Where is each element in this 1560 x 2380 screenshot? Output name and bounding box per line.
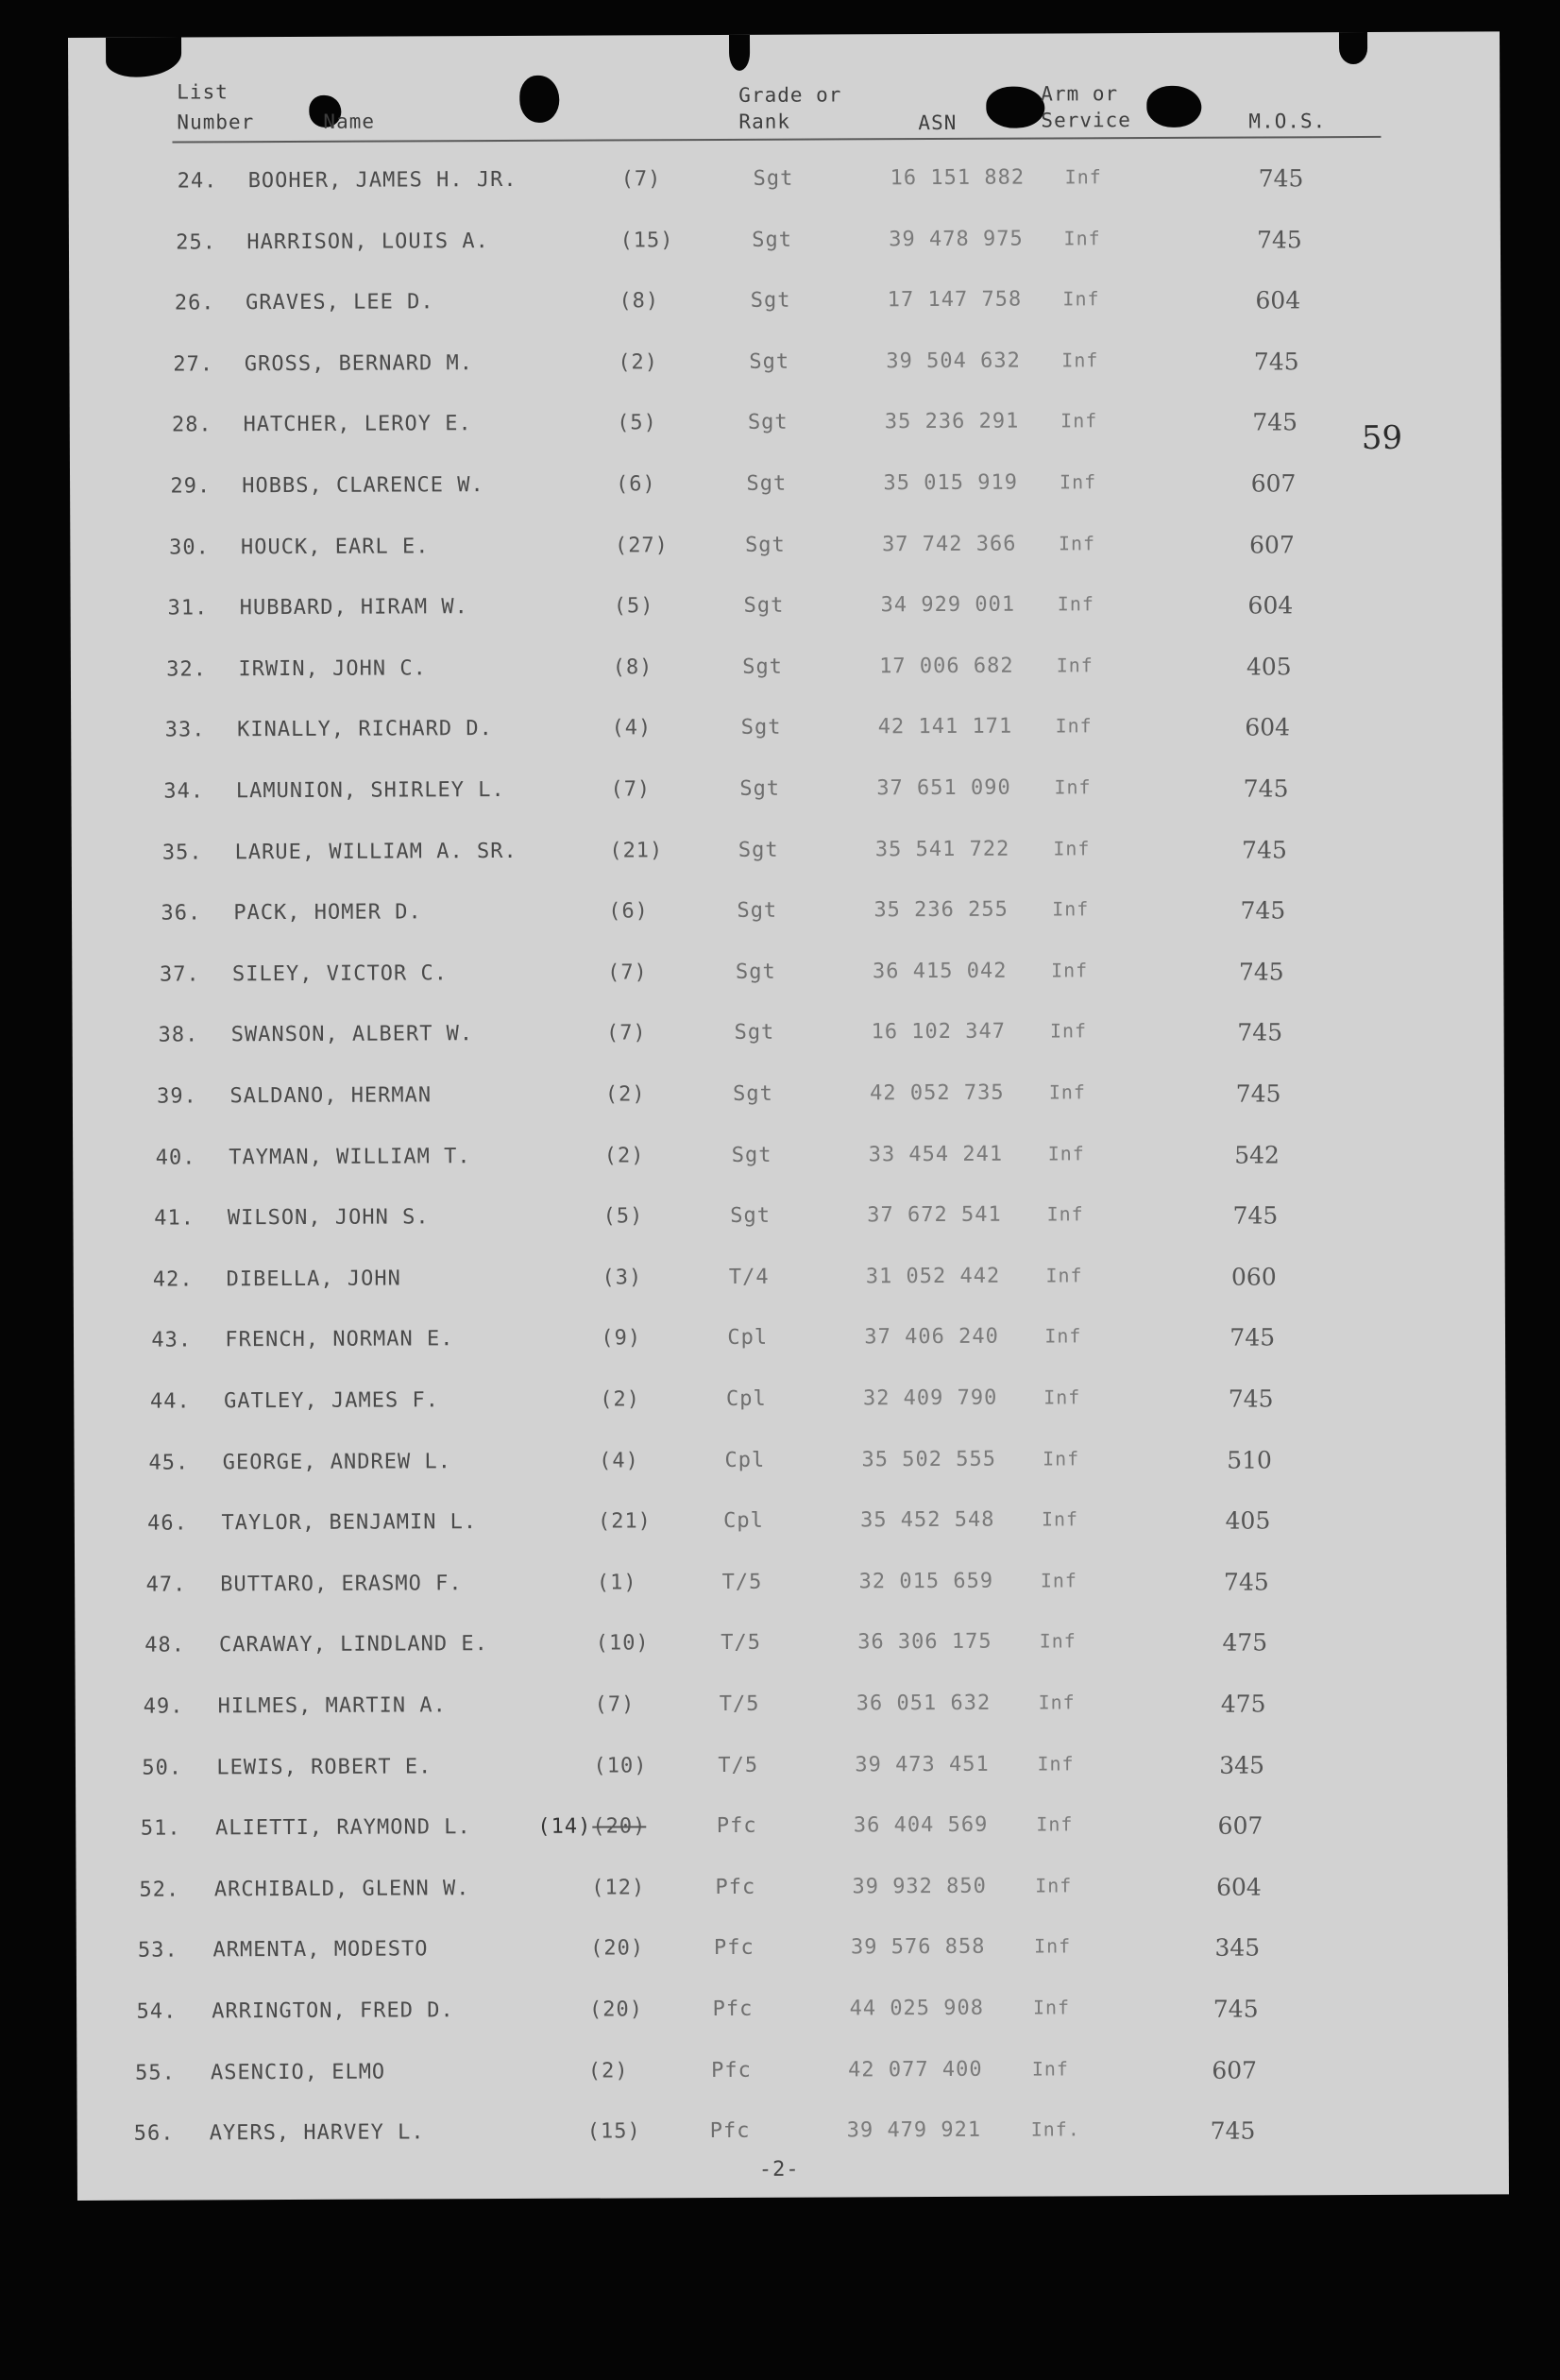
row-rank: (12) bbox=[591, 1876, 646, 1900]
row-svc: Inf bbox=[1039, 1629, 1077, 1653]
row-mos: 745 bbox=[1235, 1080, 1281, 1108]
header-arm-line2: Service bbox=[1041, 109, 1131, 132]
row-svc: Inf bbox=[1057, 592, 1094, 616]
row-grade: Pfc bbox=[709, 2119, 751, 2144]
row-grade: T/5 bbox=[718, 1753, 759, 1777]
row-mos: 745 bbox=[1257, 225, 1302, 254]
row-rank: (5) bbox=[602, 1204, 644, 1229]
row-grade: Sgt bbox=[738, 838, 779, 862]
document-page bbox=[68, 31, 1509, 2201]
row-num: 54. bbox=[136, 1999, 178, 2024]
row-asn: 37 651 090 bbox=[876, 775, 1011, 801]
row-grade: Pfc bbox=[713, 1936, 755, 1961]
row-asn: 35 452 548 bbox=[859, 1507, 995, 1533]
row-grade: T/5 bbox=[721, 1570, 763, 1594]
row-name: BOOHER, JAMES H. JR. bbox=[247, 167, 517, 194]
row-grade: Sgt bbox=[731, 1143, 772, 1167]
row-rank: (7) bbox=[610, 777, 652, 802]
row-name: SALDANO, HERMAN bbox=[229, 1083, 432, 1109]
row-svc: Inf bbox=[1038, 1691, 1076, 1714]
row-svc: Inf bbox=[1048, 1080, 1086, 1104]
row-mos: 604 bbox=[1247, 591, 1294, 620]
row-asn: 16 102 347 bbox=[871, 1020, 1007, 1045]
row-mos: 345 bbox=[1219, 1751, 1265, 1779]
row-svc: Inf bbox=[1062, 287, 1100, 311]
row-num: 43. bbox=[151, 1328, 193, 1353]
row-mos: 745 bbox=[1242, 835, 1287, 864]
row-rank: (2) bbox=[600, 1387, 640, 1412]
row-name: TAYLOR, BENJAMIN L. bbox=[221, 1510, 478, 1536]
ink-blot-header-name bbox=[519, 76, 559, 123]
row-num: 25. bbox=[176, 230, 217, 255]
page-footer: -2- bbox=[758, 2157, 800, 2182]
row-asn: 32 409 790 bbox=[862, 1386, 998, 1411]
row-grade: Sgt bbox=[749, 349, 790, 374]
row-mos: 607 bbox=[1212, 2056, 1258, 2084]
row-grade: Sgt bbox=[752, 228, 793, 252]
row-asn: 35 541 722 bbox=[874, 837, 1010, 861]
row-name: HOBBS, CLARENCE W. bbox=[242, 473, 484, 499]
row-grade: Sgt bbox=[740, 716, 782, 740]
row-grade: Cpl bbox=[724, 1448, 766, 1472]
row-rank-correction: (14) bbox=[537, 1814, 592, 1840]
header-grade-line1: Grade or bbox=[738, 83, 842, 107]
row-name: SWANSON, ALBERT W. bbox=[230, 1022, 474, 1047]
row-svc: Inf bbox=[1050, 959, 1089, 982]
row-rank: (8) bbox=[619, 289, 660, 314]
row-mos: 745 bbox=[1238, 958, 1284, 986]
row-mos: 745 bbox=[1229, 1323, 1276, 1352]
header-arm-line1: Arm or bbox=[1041, 82, 1119, 106]
row-grade: Sgt bbox=[753, 166, 794, 191]
row-num: 31. bbox=[167, 596, 209, 620]
row-mos: 060 bbox=[1230, 1263, 1277, 1291]
row-grade: Sgt bbox=[746, 471, 788, 496]
row-asn: 39 504 632 bbox=[886, 348, 1021, 374]
row-grade: Sgt bbox=[747, 411, 788, 435]
row-name: ALIETTI, RAYMOND L. bbox=[215, 1815, 471, 1841]
row-mos: 745 bbox=[1232, 1201, 1279, 1230]
row-grade: Sgt bbox=[739, 776, 781, 801]
row-svc: Inf bbox=[1044, 1324, 1082, 1348]
row-rank: (2) bbox=[604, 1082, 646, 1107]
row-name: ARCHIBALD, GLENN W. bbox=[213, 1876, 470, 1902]
row-name: SILEY, VICTOR C. bbox=[231, 961, 448, 987]
row-mos: 745 bbox=[1212, 1995, 1259, 2023]
row-num: 33. bbox=[164, 718, 206, 742]
row-mos: 542 bbox=[1234, 1141, 1280, 1169]
row-rank: (10) bbox=[595, 1631, 650, 1656]
row-asn: 39 473 451 bbox=[855, 1752, 990, 1776]
row-svc: Inf bbox=[1049, 1019, 1088, 1043]
row-svc: Inf bbox=[1054, 775, 1092, 799]
row-grade: T/5 bbox=[721, 1631, 761, 1656]
row-svc: Inf bbox=[1052, 897, 1090, 921]
row-num: 29. bbox=[170, 474, 212, 499]
row-svc: Inf bbox=[1033, 1934, 1072, 1958]
row-rank: (2) bbox=[603, 1143, 645, 1168]
row-grade: Cpl bbox=[725, 1386, 767, 1411]
row-mos: 745 bbox=[1253, 348, 1299, 376]
ink-blot-top-right bbox=[1339, 32, 1367, 64]
row-name: WILSON, JOHN S. bbox=[227, 1205, 430, 1231]
row-asn: 35 236 255 bbox=[873, 897, 1009, 923]
row-rank: (5) bbox=[617, 411, 657, 435]
row-grade: T/4 bbox=[728, 1265, 770, 1289]
row-rank: (7) bbox=[620, 167, 662, 192]
row-rank: (4) bbox=[598, 1448, 639, 1473]
row-rank: (7) bbox=[605, 1021, 647, 1046]
row-num: 28. bbox=[171, 413, 212, 437]
row-name: HOUCK, EARL E. bbox=[240, 534, 430, 559]
row-rank: (20) bbox=[589, 1936, 645, 1961]
row-svc: Inf bbox=[1058, 531, 1096, 555]
row-num: 44. bbox=[149, 1389, 191, 1414]
row-asn: 42 052 735 bbox=[870, 1080, 1005, 1106]
row-svc: Inf bbox=[1032, 1996, 1071, 2019]
header-name: Name bbox=[323, 110, 376, 133]
row-grade: Sgt bbox=[743, 593, 785, 619]
row-num: 34. bbox=[163, 779, 205, 804]
row-rank: (3) bbox=[602, 1266, 643, 1290]
row-grade: Sgt bbox=[733, 1081, 773, 1106]
header-underline bbox=[172, 136, 1381, 144]
row-rank: (2) bbox=[587, 2059, 629, 2083]
row-rank: (21) bbox=[597, 1509, 652, 1534]
ink-blot-header-service bbox=[1146, 86, 1201, 128]
row-num: 36. bbox=[161, 901, 202, 926]
header-mos: M.O.S. bbox=[1248, 110, 1327, 133]
row-grade: Sgt bbox=[744, 533, 786, 557]
row-asn: 39 478 975 bbox=[889, 227, 1024, 251]
row-name: ASENCIO, ELMO bbox=[210, 2060, 386, 2084]
row-rank: (9) bbox=[601, 1326, 642, 1351]
row-num: 35. bbox=[161, 840, 203, 865]
row-rank: (10) bbox=[593, 1753, 648, 1778]
header-asn: ASN bbox=[918, 110, 958, 135]
row-name: AYERS, HARVEY L. bbox=[209, 2120, 425, 2146]
header-list-number-line1: List bbox=[177, 80, 229, 104]
row-asn: 36 404 569 bbox=[853, 1812, 989, 1838]
row-svc: Inf bbox=[1031, 2056, 1069, 2081]
row-rank: (15) bbox=[586, 2119, 641, 2144]
row-asn: 33 454 241 bbox=[868, 1142, 1004, 1166]
row-mos: 745 bbox=[1243, 774, 1289, 803]
row-num: 30. bbox=[168, 535, 210, 560]
row-svc: Inf bbox=[1045, 1264, 1083, 1287]
ink-blot-top-left bbox=[106, 37, 181, 76]
row-rank: (7) bbox=[594, 1692, 636, 1717]
row-mos: 604 bbox=[1215, 1873, 1262, 1901]
row-svc: Inf bbox=[1060, 409, 1098, 433]
row-grade: Sgt bbox=[734, 1021, 775, 1046]
row-rank: (27) bbox=[614, 533, 669, 558]
row-asn: 37 406 240 bbox=[864, 1325, 999, 1350]
row-mos: 607 bbox=[1249, 530, 1295, 559]
row-asn: 36 051 632 bbox=[856, 1691, 992, 1716]
row-name: GEORGE, ANDREW L. bbox=[222, 1449, 451, 1474]
row-asn: 35 236 291 bbox=[884, 409, 1020, 434]
row-svc: Inf bbox=[1047, 1141, 1085, 1165]
row-name: ARMENTA, MODESTO bbox=[212, 1937, 429, 1963]
row-num: 48. bbox=[144, 1633, 185, 1658]
row-grade: Pfc bbox=[716, 1814, 757, 1839]
row-mos: 745 bbox=[1240, 896, 1286, 925]
row-svc: Inf bbox=[1046, 1202, 1084, 1226]
row-mos: 745 bbox=[1228, 1385, 1274, 1413]
row-name: KINALLY, RICHARD D. bbox=[237, 717, 493, 742]
row-svc: Inf bbox=[1061, 348, 1099, 372]
row-rank: (15) bbox=[619, 228, 674, 253]
row-grade: Sgt bbox=[730, 1203, 772, 1229]
row-name: GRAVES, LEE D. bbox=[246, 290, 434, 315]
row-grade: Pfc bbox=[711, 2058, 752, 2082]
row-num: 45. bbox=[148, 1451, 190, 1475]
row-asn: 39 576 858 bbox=[850, 1935, 986, 1960]
row-mos: 604 bbox=[1255, 286, 1301, 314]
row-rank: (6) bbox=[608, 899, 649, 924]
row-num: 53. bbox=[137, 1938, 178, 1964]
row-asn: 44 025 908 bbox=[849, 1996, 985, 2021]
header-grade-line2: Rank bbox=[738, 110, 791, 133]
row-name: HUBBARD, HIRAM W. bbox=[239, 595, 468, 620]
row-name: LEWIS, ROBERT E. bbox=[216, 1754, 432, 1779]
row-num: 37. bbox=[159, 962, 200, 987]
row-asn: 17 147 758 bbox=[887, 287, 1023, 313]
row-num: 41. bbox=[154, 1206, 195, 1231]
header-list-number-line2: Number bbox=[177, 110, 255, 134]
row-svc: Inf bbox=[1056, 654, 1094, 677]
row-rank: (6) bbox=[615, 472, 656, 497]
row-svc: Inf bbox=[1043, 1386, 1081, 1409]
row-mos: 405 bbox=[1246, 653, 1292, 681]
row-mos: 745 bbox=[1237, 1018, 1283, 1046]
row-mos: 745 bbox=[1223, 1568, 1269, 1596]
row-mos: 405 bbox=[1225, 1506, 1271, 1535]
row-rank: (5) bbox=[613, 594, 654, 619]
row-grade: Pfc bbox=[712, 1997, 754, 2022]
row-name: LAMUNION, SHIRLEY L. bbox=[235, 777, 505, 804]
row-num: 27. bbox=[173, 352, 214, 377]
row-mos: 475 bbox=[1222, 1628, 1268, 1658]
row-num: 38. bbox=[158, 1023, 199, 1047]
row-svc: Inf bbox=[1053, 836, 1091, 860]
row-name: LARUE, WILLIAM A. SR. bbox=[234, 839, 517, 864]
row-svc: Inf bbox=[1036, 1812, 1074, 1836]
row-num: 49. bbox=[143, 1694, 184, 1719]
row-grade: Pfc bbox=[715, 1875, 756, 1899]
row-name: CARAWAY, LINDLAND E. bbox=[218, 1632, 488, 1658]
row-rank: (2) bbox=[618, 350, 659, 375]
row-grade: Sgt bbox=[735, 960, 776, 984]
row-asn: 16 151 882 bbox=[890, 165, 1026, 191]
row-num: 47. bbox=[145, 1572, 187, 1597]
row-mos: 745 bbox=[1210, 2116, 1256, 2145]
row-svc: Inf bbox=[1064, 165, 1102, 189]
row-svc: Inf bbox=[1059, 470, 1097, 494]
row-mos: 607 bbox=[1250, 469, 1297, 498]
row-asn: 42 077 400 bbox=[848, 2057, 983, 2082]
row-mos: 607 bbox=[1217, 1811, 1263, 1840]
row-grade: Sgt bbox=[742, 654, 783, 679]
row-grade: T/5 bbox=[719, 1692, 760, 1717]
row-asn: 32 015 659 bbox=[858, 1569, 994, 1594]
row-num: 42. bbox=[152, 1267, 194, 1292]
row-asn: 34 929 001 bbox=[880, 592, 1016, 618]
row-svc: Inf bbox=[1063, 226, 1101, 249]
row-mos: 475 bbox=[1220, 1690, 1266, 1718]
row-asn: 37 742 366 bbox=[881, 532, 1017, 556]
row-mos: 510 bbox=[1227, 1446, 1272, 1474]
row-asn: 17 006 682 bbox=[879, 654, 1014, 679]
row-num: 56. bbox=[133, 2121, 175, 2146]
ink-blot-top-center bbox=[729, 35, 750, 71]
row-name: BUTTARO, ERASMO F. bbox=[220, 1571, 463, 1597]
row-rank: (1) bbox=[596, 1571, 637, 1595]
row-mos: 345 bbox=[1214, 1933, 1261, 1963]
row-name: ARRINGTON, FRED D. bbox=[212, 1998, 454, 2024]
row-svc: Inf bbox=[1040, 1569, 1077, 1592]
row-name: IRWIN, JOHN C. bbox=[238, 656, 427, 682]
row-svc: Inf bbox=[1035, 1874, 1073, 1897]
row-name: GROSS, BERNARD M. bbox=[244, 350, 474, 376]
row-num: 40. bbox=[155, 1146, 196, 1170]
row-num: 55. bbox=[135, 2061, 176, 2085]
row-svc: Inf. bbox=[1030, 2117, 1080, 2141]
row-mos: 745 bbox=[1252, 408, 1298, 436]
row-asn: 35 015 919 bbox=[883, 470, 1018, 496]
row-num: 50. bbox=[142, 1756, 183, 1780]
row-svc: Inf bbox=[1037, 1751, 1075, 1776]
row-rank: (20) bbox=[592, 1814, 647, 1839]
row-grade: Cpl bbox=[722, 1508, 764, 1534]
row-num: 26. bbox=[174, 291, 215, 315]
row-name: DIBELLA, JOHN bbox=[226, 1266, 401, 1292]
row-asn: 35 502 555 bbox=[861, 1447, 996, 1471]
sheet-number: 59 bbox=[1361, 418, 1403, 458]
row-name: FRENCH, NORMAN E. bbox=[225, 1327, 454, 1352]
row-rank: (4) bbox=[611, 716, 653, 740]
row-name: PACK, HOMER D. bbox=[233, 900, 422, 926]
row-name: HARRISON, LOUIS A. bbox=[246, 229, 489, 254]
row-svc: Inf bbox=[1055, 714, 1093, 738]
row-num: 32. bbox=[166, 657, 207, 682]
row-asn: 37 672 541 bbox=[867, 1202, 1002, 1228]
row-num: 52. bbox=[139, 1878, 180, 1902]
row-name: GATLEY, JAMES F. bbox=[223, 1388, 440, 1414]
row-asn: 31 052 442 bbox=[865, 1264, 1001, 1289]
row-grade: Cpl bbox=[727, 1326, 769, 1351]
row-grade: Sgt bbox=[750, 288, 791, 314]
row-name: HATCHER, LEROY E. bbox=[243, 412, 472, 437]
row-asn: 36 306 175 bbox=[857, 1630, 992, 1655]
row-num: 51. bbox=[140, 1816, 181, 1841]
row-name: TAYMAN, WILLIAM T. bbox=[229, 1144, 471, 1169]
row-asn: 39 479 921 bbox=[846, 2117, 982, 2143]
row-rank: (8) bbox=[612, 655, 653, 680]
row-asn: 42 141 171 bbox=[877, 715, 1013, 740]
row-asn: 39 932 850 bbox=[852, 1874, 987, 1899]
ink-blot-header-asn bbox=[986, 86, 1044, 128]
row-svc: Inf bbox=[1041, 1507, 1079, 1531]
row-num: 39. bbox=[157, 1084, 197, 1109]
row-num: 24. bbox=[177, 169, 218, 194]
row-num: 46. bbox=[146, 1511, 188, 1536]
row-mos: 604 bbox=[1245, 713, 1291, 741]
row-rank: (20) bbox=[588, 1998, 643, 2022]
row-mos: 745 bbox=[1258, 164, 1304, 193]
row-svc: Inf bbox=[1042, 1446, 1080, 1470]
row-asn: 36 415 042 bbox=[872, 959, 1008, 984]
row-name: HILMES, MARTIN A. bbox=[217, 1693, 447, 1719]
row-rank: (7) bbox=[606, 960, 648, 985]
row-grade: Sgt bbox=[737, 898, 778, 924]
row-rank: (21) bbox=[609, 838, 664, 863]
